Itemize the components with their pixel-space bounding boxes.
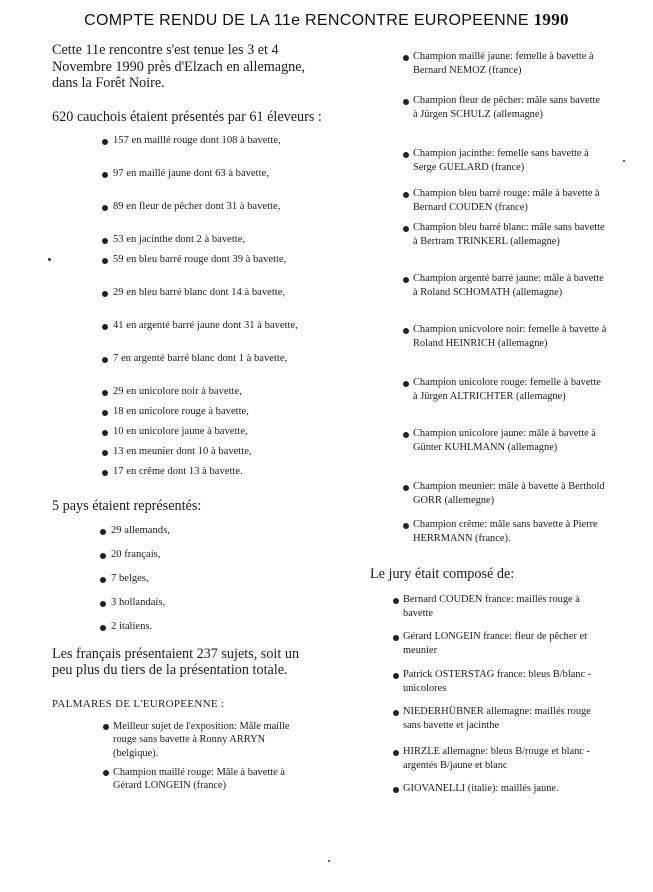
- list-item: 18 en unicolore rouge à bavette,: [101, 405, 322, 425]
- breeds-list: [101, 134, 322, 485]
- list-item: Champion argenté barré jaune: mâle à bavette à Roland SCHOMATH (allemagne): [402, 272, 607, 323]
- list-item: 7 belges,: [99, 572, 322, 596]
- list-item: Champion unicolore jaune: mâle à bavette à Günter KUHLMANN (allemagne): [402, 427, 607, 480]
- list-item: Champion meunier: mâle à bavette à Berthold GORR (allemegne): [402, 480, 607, 518]
- jury-list: [392, 593, 602, 796]
- list-item: 2 italiens.: [99, 620, 322, 640]
- list-item: Gérard LONGEIN france: fleur de pêcher et meunier: [392, 630, 602, 668]
- list-item: 59 en bleu barré rouge dont 39 à bavette,: [101, 253, 322, 286]
- list-item: NIEDERHÜBNER allemagne: maillés rouge sans bavette et jacinthe: [392, 705, 602, 745]
- list-item: Champion bleu barré blanc: mâle sans bavette à Bertram TRINKERL (allemagne): [402, 221, 607, 272]
- list-item: 53 en jacinthe dont 2 à bavette,: [101, 233, 322, 253]
- right-column: [402, 50, 607, 545]
- list-item: 157 en maillé rouge dont 108 à bavette,: [101, 134, 322, 167]
- list-item: Champion unicolore rouge: femelle à bavette à Jürgen ALTRICHTER (allemagne): [402, 376, 607, 427]
- list-item: Champion jacinthe: femelle sans bavette à Serge GUELARD (france): [402, 147, 607, 187]
- list-item: Bernard COUDEN france: maillés rouge à bavette: [392, 593, 602, 630]
- list-item: 89 en fleur de pêcher dont 31 à bavette,: [101, 200, 322, 233]
- countries-list: [99, 524, 322, 640]
- list-item: 13 en meunier dont 10 à bavette,: [101, 445, 322, 465]
- palmares-heading: PALMARES DE L'EUROPEENNE :: [52, 697, 225, 710]
- page-title: [0, 10, 653, 30]
- jury-title: Le jury était composé de:: [370, 566, 515, 582]
- list-item: 3 hollandais,: [99, 596, 322, 620]
- list-item: Champion bleu barré rouge: mâle à bavette à Bernard COUDEN (france): [402, 187, 607, 221]
- speck-mark: [48, 258, 51, 261]
- list-item: 20 français,: [99, 548, 322, 572]
- title-text: COMPTE RENDU DE LA 11e RENCONTRE EUROPEENNE: [84, 12, 529, 29]
- list-item: 97 en maillé jaune dont 63 à bavette,: [101, 167, 322, 200]
- intro-paragraph: Cette 11e rencontre s'est tenue les 3 et 4 Novembre 1990 près d'Elzach en allemagne, dans la Forêt Noire.: [52, 42, 306, 91]
- left-column: [52, 42, 322, 793]
- palmares-left-list: [102, 720, 300, 793]
- speck-mark: [328, 860, 330, 862]
- presented-paragraph: 620 cauchois étaient présentés par 61 éleveurs :: [52, 108, 322, 125]
- list-item: 17 en crême dont 13 à bavette.: [101, 465, 322, 485]
- list-item: Meilleur sujet de l'exposition: Mâle maille rouge sans bavette à Ronny ARRYN (belgique).: [102, 720, 300, 766]
- list-item: 29 en bleu barré blanc dont 14 à bavette,: [101, 286, 322, 319]
- list-item: Champion maillé jaune: femelle à bavette à Bernard NEMOZ (france): [402, 50, 607, 94]
- list-item: Patrick OSTERSTAG france: bleus B/blanc - unicolores: [392, 668, 602, 705]
- list-item: HIRZLE allemagne: bleus B/rouge et blanc - argentés B/jaune et blanc: [392, 745, 602, 782]
- list-item: 29 en unicolore noir à bavette,: [101, 385, 322, 405]
- list-item: Champion unicvolore noir: femelle à bavette à Roland HEINRICH (allemagne): [402, 323, 607, 376]
- list-item: Champion maillé rouge: Mâle à bavette à Gérard LONGEIN (france): [102, 766, 300, 793]
- list-item: Champion fleur de pêcher: mâle sans bavette à Jürgen SCHULZ (allemagne): [402, 94, 607, 147]
- palmares-right-list: [402, 50, 607, 545]
- list-item: 41 en argenté barré jaune dont 31 à bavette,: [101, 319, 322, 352]
- list-item: Champion crême: mâle sans bavette à Pierre HERRMANN (france).: [402, 518, 607, 545]
- list-item: GIOVANELLI (italie): maillés jaune.: [392, 782, 602, 796]
- list-item: 29 allemands,: [99, 524, 322, 548]
- speck-mark: [623, 160, 625, 162]
- list-item: 10 en unicolore jaune à bavette,: [101, 425, 322, 445]
- title-year: 1990: [533, 10, 569, 29]
- countries-title: 5 pays étaient représentés:: [52, 498, 202, 514]
- french-note: Les français présentaient 237 sujets, soit un peu plus du tiers de la présentation totale.: [52, 645, 300, 678]
- list-item: 7 en argenté barré blanc dont 1 à bavette,: [101, 352, 322, 385]
